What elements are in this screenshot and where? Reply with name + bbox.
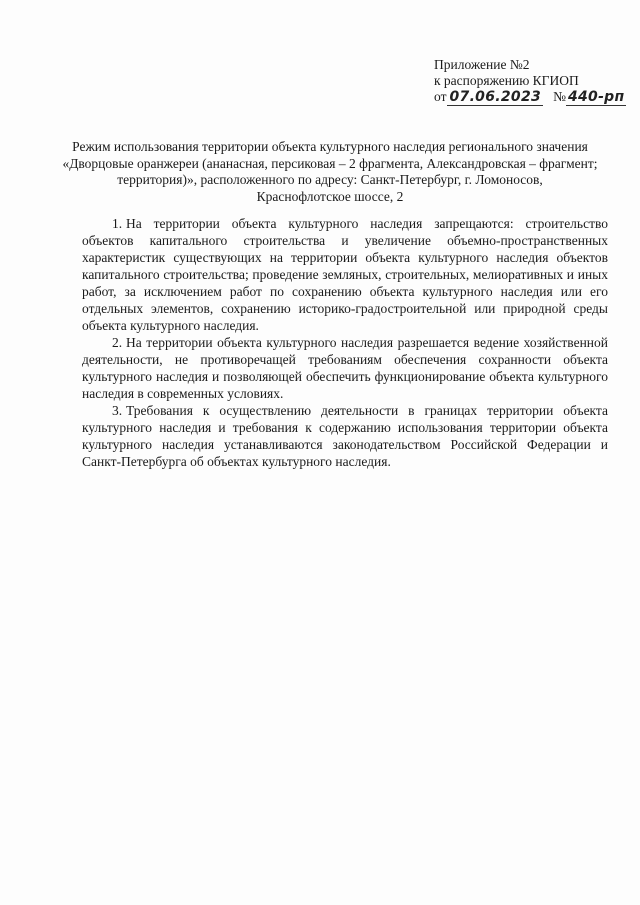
paragraph-number: 2. [112,335,123,350]
paragraph-1 [82,215,608,334]
paragraph-number: 1. [112,216,123,231]
paragraph-number: 3. [112,403,123,418]
handwritten-order-number: 440-рп [567,89,625,105]
date-prefix: от [434,89,447,104]
appendix-title: Приложение №2 [434,57,530,72]
paragraph-2 [82,334,608,402]
appendix-header [434,57,624,106]
paragraph-text: На территории объекта культурного наследия запрещаются: строительство объектов капитального строительства и увеличение объемно-пространственных характеристик существующих на территории объекта культурного наследия объектов капитального строительства; проведение земляных, строительных, мелиоративных и иных работ, за исключением работ по сохранению объекта культурного наследия или его отдельных элементов, сохранению историко-градостроительной или природной среды объекта культурного наследия. [82,216,608,333]
number-prefix: № [553,89,566,104]
title-line: Режим использования территории объекта культурного наследия регионального значения [72,139,588,154]
paragraph-text: Требования к осуществлению деятельности в границах территории объекта культурного наследия и требования к содержанию использования территории объекта культурного наследия устанавливаются законодательством Российской Федерации и Санкт-Петербурга об объектах культурного наследия. [82,403,608,469]
title-line: «Дворцовые оранжереи (ананасная, персиковая – 2 фрагмента, Александровская – фрагмент; [62,155,598,171]
handwritten-date: 07.06.2023 [449,89,542,105]
paragraph-3 [82,402,608,470]
appendix-order-reference: к распоряжению КГИОП [434,73,579,88]
appendix-date-number-line [434,89,624,106]
paragraph-text: На территории объекта культурного наследия разрешается ведение хозяйственной деятельности, не противоречащей требованиям обеспечения сохранности объекта культурного наследия и позволяющей обеспечить функционирование объекта культурного наследия в современных условиях. [82,335,608,401]
document-body [82,215,608,470]
document-title [60,139,600,205]
title-line: Краснофлотское шоссе, 2 [256,188,404,204]
title-line: территория)», расположенного по адресу: Санкт-Петербург, г. Ломоносов, [117,172,543,187]
